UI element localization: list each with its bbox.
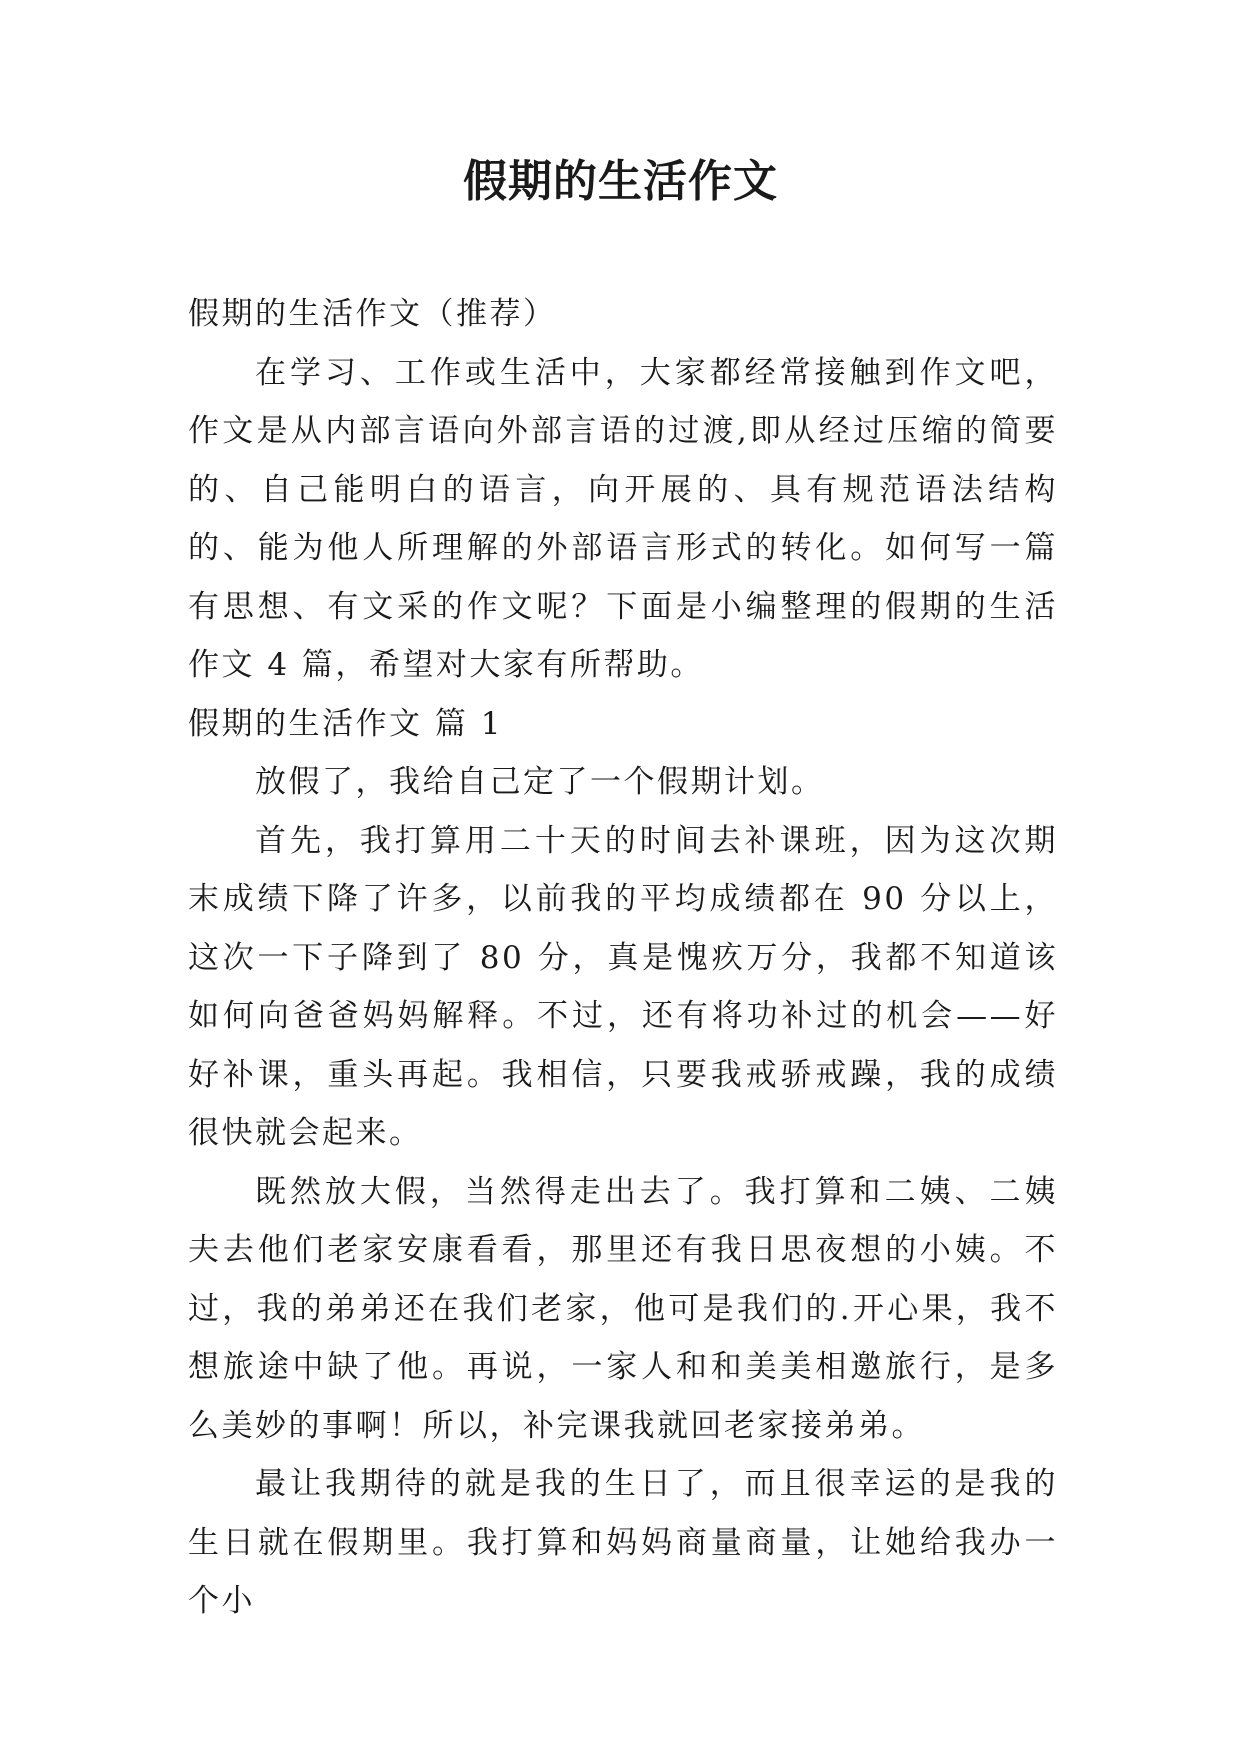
document-title: 假期的生活作文: [463, 156, 778, 207]
essay-paragraph: 放假了，我给自己定了一个假期计划。: [255, 764, 825, 800]
subtitle-heading: 假期的生活作文（推荐）: [188, 296, 557, 332]
document-body: [188, 285, 1058, 1631]
essay-paragraph: 既然放大假，当然得走出去了。我打算和二姨、二姨夫去他们老家安康看看，那里还有我日思夜想的小姨。不过，我的弟弟还在我们老家，他可是我们的.开心果，我不想旅途中缺了他。再说，一家人和和美美相邀旅行，是多么美妙的事啊！所以，补完课我就回老家接弟弟。: [188, 1173, 1058, 1444]
section-heading-1: 假期的生活作文 篇 1: [188, 705, 503, 742]
essay-paragraph: 最让我期待的就是我的生日了，而且很幸运的是我的生日就在假期里。我打算和妈妈商量商量，让她给我办一个小: [188, 1466, 1058, 1619]
essay-paragraph: 首先，我打算用二十天的时间去补课班，因为这次期末成绩下降了许多，以前我的平均成绩都在 90 分以上，这次一下子降到了 80 分，真是愧疚万分，我都不知道该如何向爸爸妈妈解释。不过，还有将功补过的机会——好好补课，重头再起。我相信，只要我戒骄戒躁，我的成绩很快就会起来。: [188, 822, 1058, 1151]
intro-paragraph: 在学习、工作或生活中，大家都经常接触到作文吧，作文是从内部言语向外部言语的过渡,即从经过压缩的简要的、自己能明白的语言，向开展的、具有规范语法结构的、能为他人所理解的外部语言形式的转化。如何写一篇有思想、有文采的作文呢？下面是小编整理的假期的生活作文 4 篇，希望对大家有所帮助。: [188, 354, 1058, 683]
